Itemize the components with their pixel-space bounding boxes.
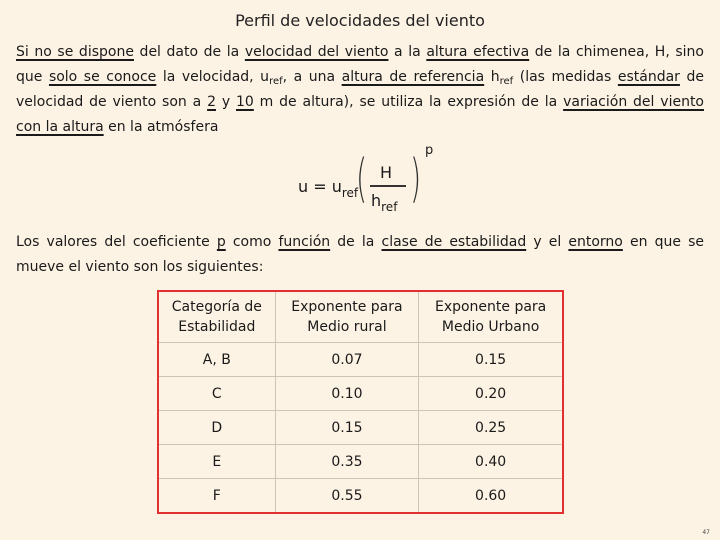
text: la velocidad, u — [156, 69, 270, 85]
table-cell: 0.15 — [419, 343, 563, 377]
fraction-bar — [370, 185, 406, 187]
text: de la chimenea, H, sino que — [16, 44, 704, 85]
table-cell: 0.10 — [275, 377, 419, 411]
header-line: Exponente para — [434, 299, 547, 315]
table-row — [158, 343, 563, 377]
formula-lhs-text: u = u — [298, 177, 342, 196]
formula-exponent: p — [425, 143, 434, 158]
table-row — [158, 377, 563, 411]
subscript: ref — [499, 76, 514, 87]
formula-denominator — [371, 191, 398, 214]
underlined-term: variación del viento con la altura — [16, 94, 704, 135]
underlined-term: p — [216, 234, 226, 250]
underlined-term: estándar — [617, 69, 680, 85]
formula-lhs — [298, 177, 359, 200]
header-line: Exponente para — [291, 299, 403, 315]
right-paren: ) — [410, 149, 422, 209]
text: de la — [330, 234, 382, 250]
text: y el — [526, 234, 569, 250]
stability-exponent-table — [157, 290, 564, 514]
formula-lhs-subscript: ref — [341, 186, 359, 200]
text: Los valores del coeficiente — [16, 234, 217, 250]
text: como — [225, 234, 279, 250]
text: en que se mueve el viento son los siguientes: — [16, 234, 704, 275]
page-number: 47 — [702, 529, 710, 536]
underlined-term: velocidad del viento — [244, 44, 389, 60]
table-cell: C — [158, 377, 275, 411]
header-line: Medio Urbano — [441, 319, 540, 335]
table-cell: 0.60 — [419, 479, 563, 514]
underlined-term: altura de referencia — [341, 69, 485, 85]
table-cell: A, B — [158, 343, 275, 377]
formula-denominator-subscript: ref — [381, 200, 398, 214]
text: , a una — [282, 69, 342, 85]
wind-profile-formula — [298, 145, 438, 225]
table-cell: 0.15 — [275, 411, 419, 445]
underlined-term: solo se conoce — [48, 69, 157, 85]
header-stability — [158, 291, 275, 343]
text: m de altura), se utiliza la expresión de la — [253, 94, 564, 110]
table-cell: 0.20 — [419, 377, 563, 411]
header-line: Estabilidad — [178, 319, 256, 335]
underlined-term: Si no se dispone — [16, 44, 134, 60]
table-cell: D — [158, 411, 275, 445]
text: (las medidas — [513, 69, 618, 85]
text: de velocidad de viento son a — [16, 69, 704, 110]
table-row — [158, 445, 563, 479]
header-line: Categoría de — [171, 299, 262, 315]
slide-title: Perfil de velocidades del viento — [235, 11, 485, 30]
header-rural — [275, 291, 419, 343]
underlined-term: clase de estabilidad — [381, 234, 527, 250]
table-cell: 0.55 — [275, 479, 419, 514]
underlined-term: función — [278, 234, 331, 250]
text: en la atmósfera — [103, 119, 219, 135]
underlined-term: 2 — [207, 94, 216, 110]
table-row — [158, 411, 563, 445]
table-cell: 0.40 — [419, 445, 563, 479]
paragraph-coefficients — [16, 230, 704, 280]
table-header-row — [158, 291, 563, 343]
left-paren: ( — [356, 149, 368, 209]
underlined-term: entorno — [568, 234, 623, 250]
text: y — [216, 94, 236, 110]
table-cell: 0.25 — [419, 411, 563, 445]
subscript: ref — [269, 76, 283, 87]
table-cell: 0.07 — [275, 343, 419, 377]
formula-numerator: H — [380, 163, 393, 182]
table-cell: F — [158, 479, 275, 514]
table-row — [158, 479, 563, 514]
formula-denominator-text: h — [371, 191, 382, 210]
table-cell: 0.35 — [275, 445, 419, 479]
underlined-term: 10 — [236, 94, 254, 110]
paragraph-wind-height — [16, 40, 704, 140]
underlined-term: altura efectiva — [426, 44, 530, 60]
text: del dato de la — [133, 44, 245, 60]
text: h — [484, 69, 500, 85]
table-cell: E — [158, 445, 275, 479]
text: a la — [388, 44, 427, 60]
header-line: Medio rural — [307, 319, 387, 335]
header-urban — [419, 291, 563, 343]
